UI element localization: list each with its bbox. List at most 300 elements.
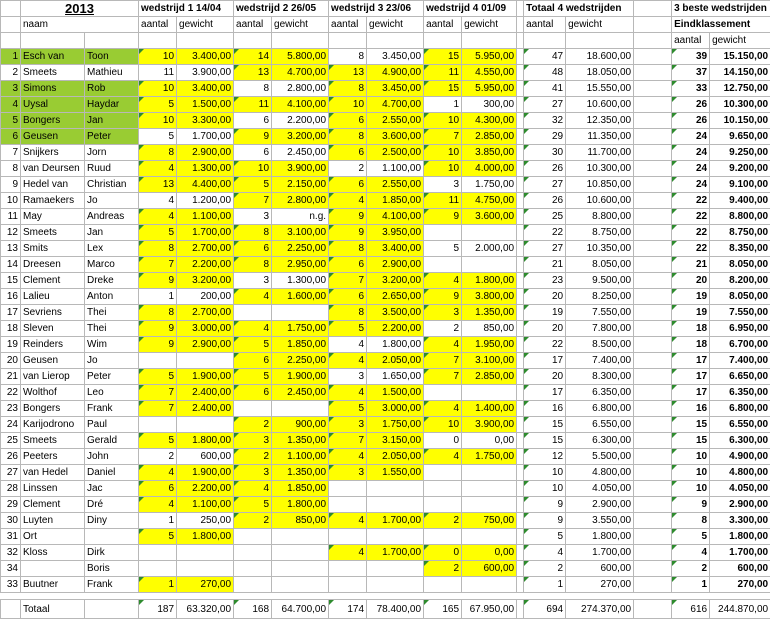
lastname-cell[interactable]: Esch van — [21, 49, 85, 65]
wedstrijd3-gewicht-cell[interactable]: 1.700,00 — [367, 545, 424, 561]
wedstrijd2-gewicht-cell[interactable]: 2.250,00 — [272, 353, 329, 369]
wedstrijd2-gewicht-cell[interactable]: 1.350,00 — [272, 433, 329, 449]
total-gewicht-cell[interactable]: 1.800,00 — [566, 529, 634, 545]
wedstrijd3-gewicht-cell[interactable]: 2.050,00 — [367, 449, 424, 465]
best-gewicht-cell[interactable]: 10.300,00 — [710, 97, 770, 113]
wedstrijd4-gewicht-cell[interactable]: 4.000,00 — [462, 161, 517, 177]
firstname-cell[interactable] — [85, 529, 139, 545]
total-aantal-cell[interactable]: 5 — [524, 529, 566, 545]
wedstrijd1-gewicht-cell[interactable]: 200,00 — [177, 289, 234, 305]
wedstrijd2-aantal-cell[interactable]: 4 — [234, 289, 272, 305]
total-gewicht-cell[interactable]: 270,00 — [566, 577, 634, 593]
wedstrijd4-aantal-cell[interactable] — [424, 497, 462, 513]
wedstrijd2-aantal-cell[interactable]: 6 — [234, 145, 272, 161]
totals-w4-aantal[interactable]: 165 — [424, 600, 462, 619]
wedstrijd3-gewicht-cell[interactable]: 3.200,00 — [367, 273, 424, 289]
wedstrijd1-aantal-cell[interactable] — [139, 353, 177, 369]
wedstrijd2-aantal-cell[interactable] — [234, 561, 272, 577]
best-gewicht-cell[interactable]: 8.350,00 — [710, 241, 770, 257]
wedstrijd4-gewicht-cell[interactable]: 4.550,00 — [462, 65, 517, 81]
best-gewicht-cell[interactable]: 9.650,00 — [710, 129, 770, 145]
total-gewicht-cell[interactable]: 18.050,00 — [566, 65, 634, 81]
wedstrijd2-aantal-cell[interactable] — [234, 401, 272, 417]
header-aantal[interactable]: aantal — [672, 33, 710, 49]
firstname-cell[interactable]: Daniel — [85, 465, 139, 481]
total-aantal-cell[interactable]: 10 — [524, 481, 566, 497]
lastname-cell[interactable]: Uysal — [21, 97, 85, 113]
wedstrijd2-aantal-cell[interactable]: 3 — [234, 433, 272, 449]
wedstrijd2-aantal-cell[interactable]: 8 — [234, 257, 272, 273]
wedstrijd1-gewicht-cell[interactable] — [177, 353, 234, 369]
best-aantal-cell[interactable]: 24 — [672, 129, 710, 145]
wedstrijd3-gewicht-cell[interactable]: 2.550,00 — [367, 113, 424, 129]
rank-cell[interactable]: 31 — [1, 529, 21, 545]
best-gewicht-cell[interactable]: 7.550,00 — [710, 305, 770, 321]
wedstrijd1-gewicht-cell[interactable]: 2.900,00 — [177, 145, 234, 161]
wedstrijd4-aantal-cell[interactable]: 2 — [424, 513, 462, 529]
header-total[interactable]: Totaal 4 wedstrijden — [524, 1, 634, 17]
header-w2[interactable]: wedstrijd 2 26/05 — [234, 1, 329, 17]
wedstrijd1-aantal-cell[interactable]: 8 — [139, 145, 177, 161]
total-aantal-cell[interactable]: 16 — [524, 401, 566, 417]
best-gewicht-cell[interactable]: 8.050,00 — [710, 257, 770, 273]
rank-cell[interactable]: 7 — [1, 145, 21, 161]
wedstrijd4-aantal-cell[interactable]: 0 — [424, 433, 462, 449]
best-gewicht-cell[interactable]: 15.150,00 — [710, 49, 770, 65]
firstname-cell[interactable]: Paul — [85, 417, 139, 433]
wedstrijd1-gewicht-cell[interactable]: 1.800,00 — [177, 529, 234, 545]
rank-cell[interactable]: 11 — [1, 209, 21, 225]
header-aantal[interactable]: aantal — [139, 17, 177, 33]
rank-cell[interactable]: 9 — [1, 177, 21, 193]
wedstrijd1-gewicht-cell[interactable]: 3.300,00 — [177, 113, 234, 129]
wedstrijd2-aantal-cell[interactable]: 6 — [234, 385, 272, 401]
wedstrijd2-gewicht-cell[interactable] — [272, 561, 329, 577]
wedstrijd2-aantal-cell[interactable]: 5 — [234, 497, 272, 513]
total-aantal-cell[interactable]: 15 — [524, 417, 566, 433]
header-gewicht[interactable]: gewicht — [710, 33, 770, 49]
wedstrijd4-aantal-cell[interactable]: 15 — [424, 49, 462, 65]
firstname-cell[interactable]: Haydar — [85, 97, 139, 113]
wedstrijd3-aantal-cell[interactable] — [329, 577, 367, 593]
wedstrijd3-aantal-cell[interactable]: 4 — [329, 193, 367, 209]
wedstrijd1-aantal-cell[interactable]: 9 — [139, 337, 177, 353]
wedstrijd2-aantal-cell[interactable]: 8 — [234, 81, 272, 97]
wedstrijd3-gewicht-cell[interactable] — [367, 529, 424, 545]
wedstrijd3-aantal-cell[interactable] — [329, 497, 367, 513]
best-aantal-cell[interactable]: 22 — [672, 241, 710, 257]
wedstrijd2-aantal-cell[interactable] — [234, 305, 272, 321]
wedstrijd2-aantal-cell[interactable] — [234, 577, 272, 593]
best-gewicht-cell[interactable]: 6.950,00 — [710, 321, 770, 337]
total-aantal-cell[interactable]: 19 — [524, 305, 566, 321]
wedstrijd2-gewicht-cell[interactable]: 3.100,00 — [272, 225, 329, 241]
wedstrijd1-gewicht-cell[interactable]: 250,00 — [177, 513, 234, 529]
best-gewicht-cell[interactable]: 9.200,00 — [710, 161, 770, 177]
lastname-cell[interactable]: Sleven — [21, 321, 85, 337]
wedstrijd3-gewicht-cell[interactable]: 3.450,00 — [367, 49, 424, 65]
wedstrijd1-aantal-cell[interactable]: 4 — [139, 209, 177, 225]
wedstrijd3-aantal-cell[interactable]: 4 — [329, 353, 367, 369]
best-aantal-cell[interactable]: 22 — [672, 225, 710, 241]
wedstrijd2-gewicht-cell[interactable] — [272, 577, 329, 593]
best-aantal-cell[interactable]: 37 — [672, 65, 710, 81]
firstname-cell[interactable]: Peter — [85, 369, 139, 385]
wedstrijd4-aantal-cell[interactable] — [424, 385, 462, 401]
wedstrijd1-gewicht-cell[interactable]: 1.200,00 — [177, 193, 234, 209]
wedstrijd3-aantal-cell[interactable]: 13 — [329, 65, 367, 81]
best-aantal-cell[interactable]: 26 — [672, 113, 710, 129]
wedstrijd4-gewicht-cell[interactable]: 3.100,00 — [462, 353, 517, 369]
wedstrijd3-aantal-cell[interactable]: 6 — [329, 145, 367, 161]
wedstrijd4-gewicht-cell[interactable]: 3.800,00 — [462, 289, 517, 305]
wedstrijd4-gewicht-cell[interactable] — [462, 465, 517, 481]
wedstrijd4-aantal-cell[interactable] — [424, 465, 462, 481]
wedstrijd2-aantal-cell[interactable]: 10 — [234, 161, 272, 177]
wedstrijd4-aantal-cell[interactable]: 4 — [424, 337, 462, 353]
wedstrijd3-aantal-cell[interactable]: 8 — [329, 241, 367, 257]
wedstrijd4-gewicht-cell[interactable]: 1.950,00 — [462, 337, 517, 353]
total-gewicht-cell[interactable]: 5.500,00 — [566, 449, 634, 465]
wedstrijd1-gewicht-cell[interactable]: 1.300,00 — [177, 161, 234, 177]
wedstrijd1-gewicht-cell[interactable] — [177, 545, 234, 561]
wedstrijd1-aantal-cell[interactable]: 6 — [139, 481, 177, 497]
rank-cell[interactable]: 2 — [1, 65, 21, 81]
wedstrijd2-gewicht-cell[interactable]: 2.950,00 — [272, 257, 329, 273]
wedstrijd4-gewicht-cell[interactable] — [462, 257, 517, 273]
wedstrijd2-aantal-cell[interactable]: 6 — [234, 241, 272, 257]
best-aantal-cell[interactable]: 1 — [672, 577, 710, 593]
total-gewicht-cell[interactable]: 6.550,00 — [566, 417, 634, 433]
firstname-cell[interactable]: Frank — [85, 577, 139, 593]
total-gewicht-cell[interactable]: 9.500,00 — [566, 273, 634, 289]
wedstrijd1-gewicht-cell[interactable]: 2.200,00 — [177, 481, 234, 497]
totals-best-gewicht[interactable]: 244.870,00 — [710, 600, 770, 619]
totals-w3-gewicht[interactable]: 78.400,00 — [367, 600, 424, 619]
total-gewicht-cell[interactable]: 7.550,00 — [566, 305, 634, 321]
best-gewicht-cell[interactable]: 9.250,00 — [710, 145, 770, 161]
rank-cell[interactable]: 18 — [1, 321, 21, 337]
wedstrijd4-aantal-cell[interactable]: 2 — [424, 321, 462, 337]
total-aantal-cell[interactable]: 1 — [524, 577, 566, 593]
rank-cell[interactable]: 19 — [1, 337, 21, 353]
total-gewicht-cell[interactable]: 8.750,00 — [566, 225, 634, 241]
best-aantal-cell[interactable]: 5 — [672, 529, 710, 545]
wedstrijd3-aantal-cell[interactable]: 3 — [329, 369, 367, 385]
total-gewicht-cell[interactable]: 6.350,00 — [566, 385, 634, 401]
wedstrijd1-aantal-cell[interactable]: 9 — [139, 321, 177, 337]
best-aantal-cell[interactable]: 17 — [672, 369, 710, 385]
wedstrijd4-gewicht-cell[interactable]: 300,00 — [462, 97, 517, 113]
wedstrijd3-gewicht-cell[interactable] — [367, 481, 424, 497]
total-gewicht-cell[interactable]: 2.900,00 — [566, 497, 634, 513]
wedstrijd4-gewicht-cell[interactable]: 850,00 — [462, 321, 517, 337]
wedstrijd1-gewicht-cell[interactable]: 1.700,00 — [177, 129, 234, 145]
best-aantal-cell[interactable]: 10 — [672, 465, 710, 481]
rank-cell[interactable]: 27 — [1, 465, 21, 481]
lastname-cell[interactable]: Geusen — [21, 129, 85, 145]
total-aantal-cell[interactable]: 22 — [524, 225, 566, 241]
best-gewicht-cell[interactable]: 6.700,00 — [710, 337, 770, 353]
rank-cell[interactable]: 12 — [1, 225, 21, 241]
wedstrijd2-gewicht-cell[interactable]: 2.800,00 — [272, 81, 329, 97]
best-aantal-cell[interactable]: 18 — [672, 337, 710, 353]
wedstrijd3-gewicht-cell[interactable]: 2.900,00 — [367, 257, 424, 273]
wedstrijd2-aantal-cell[interactable]: 3 — [234, 465, 272, 481]
lastname-cell[interactable]: Reinders — [21, 337, 85, 353]
wedstrijd3-gewicht-cell[interactable]: 1.800,00 — [367, 337, 424, 353]
best-aantal-cell[interactable]: 16 — [672, 401, 710, 417]
wedstrijd3-aantal-cell[interactable]: 4 — [329, 513, 367, 529]
lastname-cell[interactable]: Clement — [21, 497, 85, 513]
total-gewicht-cell[interactable]: 6.800,00 — [566, 401, 634, 417]
best-gewicht-cell[interactable]: 7.400,00 — [710, 353, 770, 369]
totals-rank-cell[interactable] — [1, 600, 21, 619]
total-aantal-cell[interactable]: 48 — [524, 65, 566, 81]
wedstrijd2-gewicht-cell[interactable]: 4.700,00 — [272, 65, 329, 81]
wedstrijd3-aantal-cell[interactable]: 4 — [329, 449, 367, 465]
wedstrijd4-gewicht-cell[interactable]: 600,00 — [462, 561, 517, 577]
wedstrijd3-gewicht-cell[interactable] — [367, 497, 424, 513]
wedstrijd4-aantal-cell[interactable]: 7 — [424, 369, 462, 385]
total-gewicht-cell[interactable]: 600,00 — [566, 561, 634, 577]
lastname-cell[interactable]: Snijkers — [21, 145, 85, 161]
wedstrijd3-gewicht-cell[interactable]: 1.700,00 — [367, 513, 424, 529]
wedstrijd3-gewicht-cell[interactable]: 4.700,00 — [367, 97, 424, 113]
wedstrijd3-gewicht-cell[interactable]: 1.550,00 — [367, 465, 424, 481]
lastname-cell[interactable]: Linssen — [21, 481, 85, 497]
wedstrijd2-gewicht-cell[interactable]: 1.750,00 — [272, 321, 329, 337]
year-cell[interactable]: 2013 — [21, 1, 139, 17]
total-aantal-cell[interactable]: 12 — [524, 449, 566, 465]
firstname-cell[interactable]: Toon — [85, 49, 139, 65]
best-aantal-cell[interactable]: 24 — [672, 161, 710, 177]
wedstrijd3-gewicht-cell[interactable]: 2.500,00 — [367, 145, 424, 161]
firstname-cell[interactable]: Leo — [85, 385, 139, 401]
wedstrijd4-gewicht-cell[interactable]: 5.950,00 — [462, 81, 517, 97]
wedstrijd2-gewicht-cell[interactable]: 2.200,00 — [272, 113, 329, 129]
wedstrijd4-gewicht-cell[interactable] — [462, 385, 517, 401]
best-aantal-cell[interactable]: 8 — [672, 513, 710, 529]
lastname-cell[interactable]: Smeets — [21, 433, 85, 449]
total-gewicht-cell[interactable]: 12.350,00 — [566, 113, 634, 129]
rank-cell[interactable]: 3 — [1, 81, 21, 97]
wedstrijd4-gewicht-cell[interactable]: 2.850,00 — [462, 129, 517, 145]
wedstrijd1-aantal-cell[interactable]: 1 — [139, 289, 177, 305]
lastname-cell[interactable]: Smits — [21, 241, 85, 257]
total-gewicht-cell[interactable]: 10.600,00 — [566, 97, 634, 113]
header-w3[interactable]: wedstrijd 3 23/06 — [329, 1, 424, 17]
wedstrijd2-aantal-cell[interactable]: 6 — [234, 113, 272, 129]
best-gewicht-cell[interactable]: 600,00 — [710, 561, 770, 577]
total-gewicht-cell[interactable]: 10.850,00 — [566, 177, 634, 193]
lastname-cell[interactable]: Karijodrono — [21, 417, 85, 433]
wedstrijd2-gewicht-cell[interactable] — [272, 305, 329, 321]
wedstrijd1-aantal-cell[interactable]: 8 — [139, 305, 177, 321]
wedstrijd1-aantal-cell[interactable]: 10 — [139, 81, 177, 97]
header-aantal[interactable]: aantal — [424, 17, 462, 33]
wedstrijd2-aantal-cell[interactable]: 5 — [234, 337, 272, 353]
wedstrijd4-aantal-cell[interactable]: 4 — [424, 273, 462, 289]
total-aantal-cell[interactable]: 2 — [524, 561, 566, 577]
wedstrijd1-gewicht-cell[interactable] — [177, 417, 234, 433]
total-gewicht-cell[interactable]: 11.350,00 — [566, 129, 634, 145]
wedstrijd4-aantal-cell[interactable]: 1 — [424, 97, 462, 113]
wedstrijd1-aantal-cell[interactable] — [139, 545, 177, 561]
total-aantal-cell[interactable]: 29 — [524, 129, 566, 145]
wedstrijd1-aantal-cell[interactable]: 13 — [139, 177, 177, 193]
wedstrijd4-aantal-cell[interactable] — [424, 257, 462, 273]
total-gewicht-cell[interactable]: 6.300,00 — [566, 433, 634, 449]
wedstrijd1-aantal-cell[interactable]: 2 — [139, 449, 177, 465]
wedstrijd3-gewicht-cell[interactable]: 3.450,00 — [367, 81, 424, 97]
total-aantal-cell[interactable]: 9 — [524, 497, 566, 513]
best-gewicht-cell[interactable]: 12.750,00 — [710, 81, 770, 97]
wedstrijd3-gewicht-cell[interactable]: 3.600,00 — [367, 129, 424, 145]
total-gewicht-cell[interactable]: 8.050,00 — [566, 257, 634, 273]
wedstrijd1-gewicht-cell[interactable]: 2.200,00 — [177, 257, 234, 273]
wedstrijd4-gewicht-cell[interactable]: 1.400,00 — [462, 401, 517, 417]
total-aantal-cell[interactable]: 26 — [524, 193, 566, 209]
wedstrijd1-gewicht-cell[interactable] — [177, 561, 234, 577]
totals-empty-cell[interactable] — [85, 600, 139, 619]
best-aantal-cell[interactable]: 22 — [672, 209, 710, 225]
total-gewicht-cell[interactable]: 10.300,00 — [566, 161, 634, 177]
wedstrijd1-aantal-cell[interactable]: 7 — [139, 257, 177, 273]
rank-cell[interactable]: 26 — [1, 449, 21, 465]
wedstrijd4-gewicht-cell[interactable] — [462, 577, 517, 593]
wedstrijd2-gewicht-cell[interactable]: 900,00 — [272, 417, 329, 433]
wedstrijd1-gewicht-cell[interactable]: 2.700,00 — [177, 241, 234, 257]
wedstrijd3-gewicht-cell[interactable]: 1.850,00 — [367, 193, 424, 209]
wedstrijd4-aantal-cell[interactable] — [424, 225, 462, 241]
best-aantal-cell[interactable]: 19 — [672, 305, 710, 321]
wedstrijd3-gewicht-cell[interactable]: 4.100,00 — [367, 209, 424, 225]
wedstrijd1-gewicht-cell[interactable]: 1.900,00 — [177, 369, 234, 385]
rank-cell[interactable]: 29 — [1, 497, 21, 513]
firstname-cell[interactable]: Thei — [85, 321, 139, 337]
wedstrijd2-aantal-cell[interactable]: 3 — [234, 273, 272, 289]
wedstrijd4-aantal-cell[interactable]: 3 — [424, 305, 462, 321]
wedstrijd1-aantal-cell[interactable]: 7 — [139, 385, 177, 401]
total-gewicht-cell[interactable]: 7.800,00 — [566, 321, 634, 337]
wedstrijd1-aantal-cell[interactable]: 5 — [139, 225, 177, 241]
wedstrijd2-gewicht-cell[interactable]: 2.250,00 — [272, 241, 329, 257]
best-gewicht-cell[interactable]: 9.400,00 — [710, 193, 770, 209]
wedstrijd2-gewicht-cell[interactable]: 1.800,00 — [272, 497, 329, 513]
rank-cell[interactable]: 5 — [1, 113, 21, 129]
best-gewicht-cell[interactable]: 4.050,00 — [710, 481, 770, 497]
lastname-cell[interactable]: Bongers — [21, 113, 85, 129]
totals-label[interactable]: Totaal — [21, 600, 85, 619]
rank-cell[interactable]: 21 — [1, 369, 21, 385]
wedstrijd4-aantal-cell[interactable]: 2 — [424, 561, 462, 577]
best-aantal-cell[interactable]: 24 — [672, 177, 710, 193]
rank-cell[interactable]: 34 — [1, 561, 21, 577]
lastname-cell[interactable]: van Hedel — [21, 465, 85, 481]
firstname-cell[interactable]: Rob — [85, 81, 139, 97]
wedstrijd4-gewicht-cell[interactable]: 5.950,00 — [462, 49, 517, 65]
best-aantal-cell[interactable]: 10 — [672, 449, 710, 465]
wedstrijd3-gewicht-cell[interactable]: 2.550,00 — [367, 177, 424, 193]
wedstrijd4-gewicht-cell[interactable]: 1.800,00 — [462, 273, 517, 289]
wedstrijd4-aantal-cell[interactable]: 4 — [424, 449, 462, 465]
firstname-cell[interactable]: Diny — [85, 513, 139, 529]
wedstrijd3-aantal-cell[interactable]: 8 — [329, 81, 367, 97]
wedstrijd1-aantal-cell[interactable] — [139, 417, 177, 433]
wedstrijd2-aantal-cell[interactable]: 7 — [234, 193, 272, 209]
wedstrijd1-aantal-cell[interactable]: 7 — [139, 401, 177, 417]
wedstrijd1-aantal-cell[interactable]: 4 — [139, 161, 177, 177]
best-gewicht-cell[interactable]: 8.750,00 — [710, 225, 770, 241]
wedstrijd1-aantal-cell[interactable]: 4 — [139, 497, 177, 513]
best-gewicht-cell[interactable]: 3.300,00 — [710, 513, 770, 529]
best-gewicht-cell[interactable]: 6.650,00 — [710, 369, 770, 385]
header-gewicht[interactable]: gewicht — [177, 17, 234, 33]
wedstrijd3-aantal-cell[interactable]: 8 — [329, 49, 367, 65]
wedstrijd3-aantal-cell[interactable]: 6 — [329, 289, 367, 305]
best-gewicht-cell[interactable]: 8.800,00 — [710, 209, 770, 225]
wedstrijd3-aantal-cell[interactable]: 4 — [329, 385, 367, 401]
total-aantal-cell[interactable]: 27 — [524, 97, 566, 113]
total-aantal-cell[interactable]: 26 — [524, 161, 566, 177]
best-aantal-cell[interactable]: 15 — [672, 417, 710, 433]
rank-cell[interactable]: 24 — [1, 417, 21, 433]
wedstrijd2-aantal-cell[interactable]: 4 — [234, 321, 272, 337]
totals-w2-gewicht[interactable]: 64.700,00 — [272, 600, 329, 619]
wedstrijd2-gewicht-cell[interactable]: 1.350,00 — [272, 465, 329, 481]
best-gewicht-cell[interactable]: 9.100,00 — [710, 177, 770, 193]
wedstrijd3-aantal-cell[interactable] — [329, 561, 367, 577]
wedstrijd1-aantal-cell[interactable]: 5 — [139, 529, 177, 545]
wedstrijd4-aantal-cell[interactable] — [424, 481, 462, 497]
firstname-cell[interactable]: Dreke — [85, 273, 139, 289]
firstname-cell[interactable]: Gerald — [85, 433, 139, 449]
total-gewicht-cell[interactable]: 8.250,00 — [566, 289, 634, 305]
wedstrijd4-aantal-cell[interactable]: 10 — [424, 145, 462, 161]
best-gewicht-cell[interactable]: 6.350,00 — [710, 385, 770, 401]
rank-cell[interactable]: 23 — [1, 401, 21, 417]
total-gewicht-cell[interactable]: 3.550,00 — [566, 513, 634, 529]
best-aantal-cell[interactable]: 17 — [672, 385, 710, 401]
total-gewicht-cell[interactable]: 15.550,00 — [566, 81, 634, 97]
total-gewicht-cell[interactable]: 4.800,00 — [566, 465, 634, 481]
best-aantal-cell[interactable]: 22 — [672, 193, 710, 209]
total-aantal-cell[interactable]: 17 — [524, 353, 566, 369]
total-gewicht-cell[interactable]: 8.800,00 — [566, 209, 634, 225]
wedstrijd4-gewicht-cell[interactable]: 3.600,00 — [462, 209, 517, 225]
total-aantal-cell[interactable]: 15 — [524, 433, 566, 449]
best-aantal-cell[interactable]: 24 — [672, 145, 710, 161]
wedstrijd3-gewicht-cell[interactable]: 3.950,00 — [367, 225, 424, 241]
firstname-cell[interactable]: Andreas — [85, 209, 139, 225]
rank-cell[interactable]: 6 — [1, 129, 21, 145]
total-aantal-cell[interactable]: 47 — [524, 49, 566, 65]
total-aantal-cell[interactable]: 32 — [524, 113, 566, 129]
wedstrijd4-aantal-cell[interactable]: 3 — [424, 177, 462, 193]
total-gewicht-cell[interactable]: 11.700,00 — [566, 145, 634, 161]
rank-cell[interactable]: 16 — [1, 289, 21, 305]
firstname-cell[interactable]: Marco — [85, 257, 139, 273]
wedstrijd4-aantal-cell[interactable]: 10 — [424, 161, 462, 177]
total-aantal-cell[interactable]: 30 — [524, 145, 566, 161]
best-gewicht-cell[interactable]: 4.900,00 — [710, 449, 770, 465]
total-gewicht-cell[interactable]: 10.600,00 — [566, 193, 634, 209]
wedstrijd4-aantal-cell[interactable]: 10 — [424, 417, 462, 433]
totals-best-aantal[interactable]: 616 — [672, 600, 710, 619]
best-gewicht-cell[interactable]: 6.300,00 — [710, 433, 770, 449]
wedstrijd2-aantal-cell[interactable]: 11 — [234, 97, 272, 113]
